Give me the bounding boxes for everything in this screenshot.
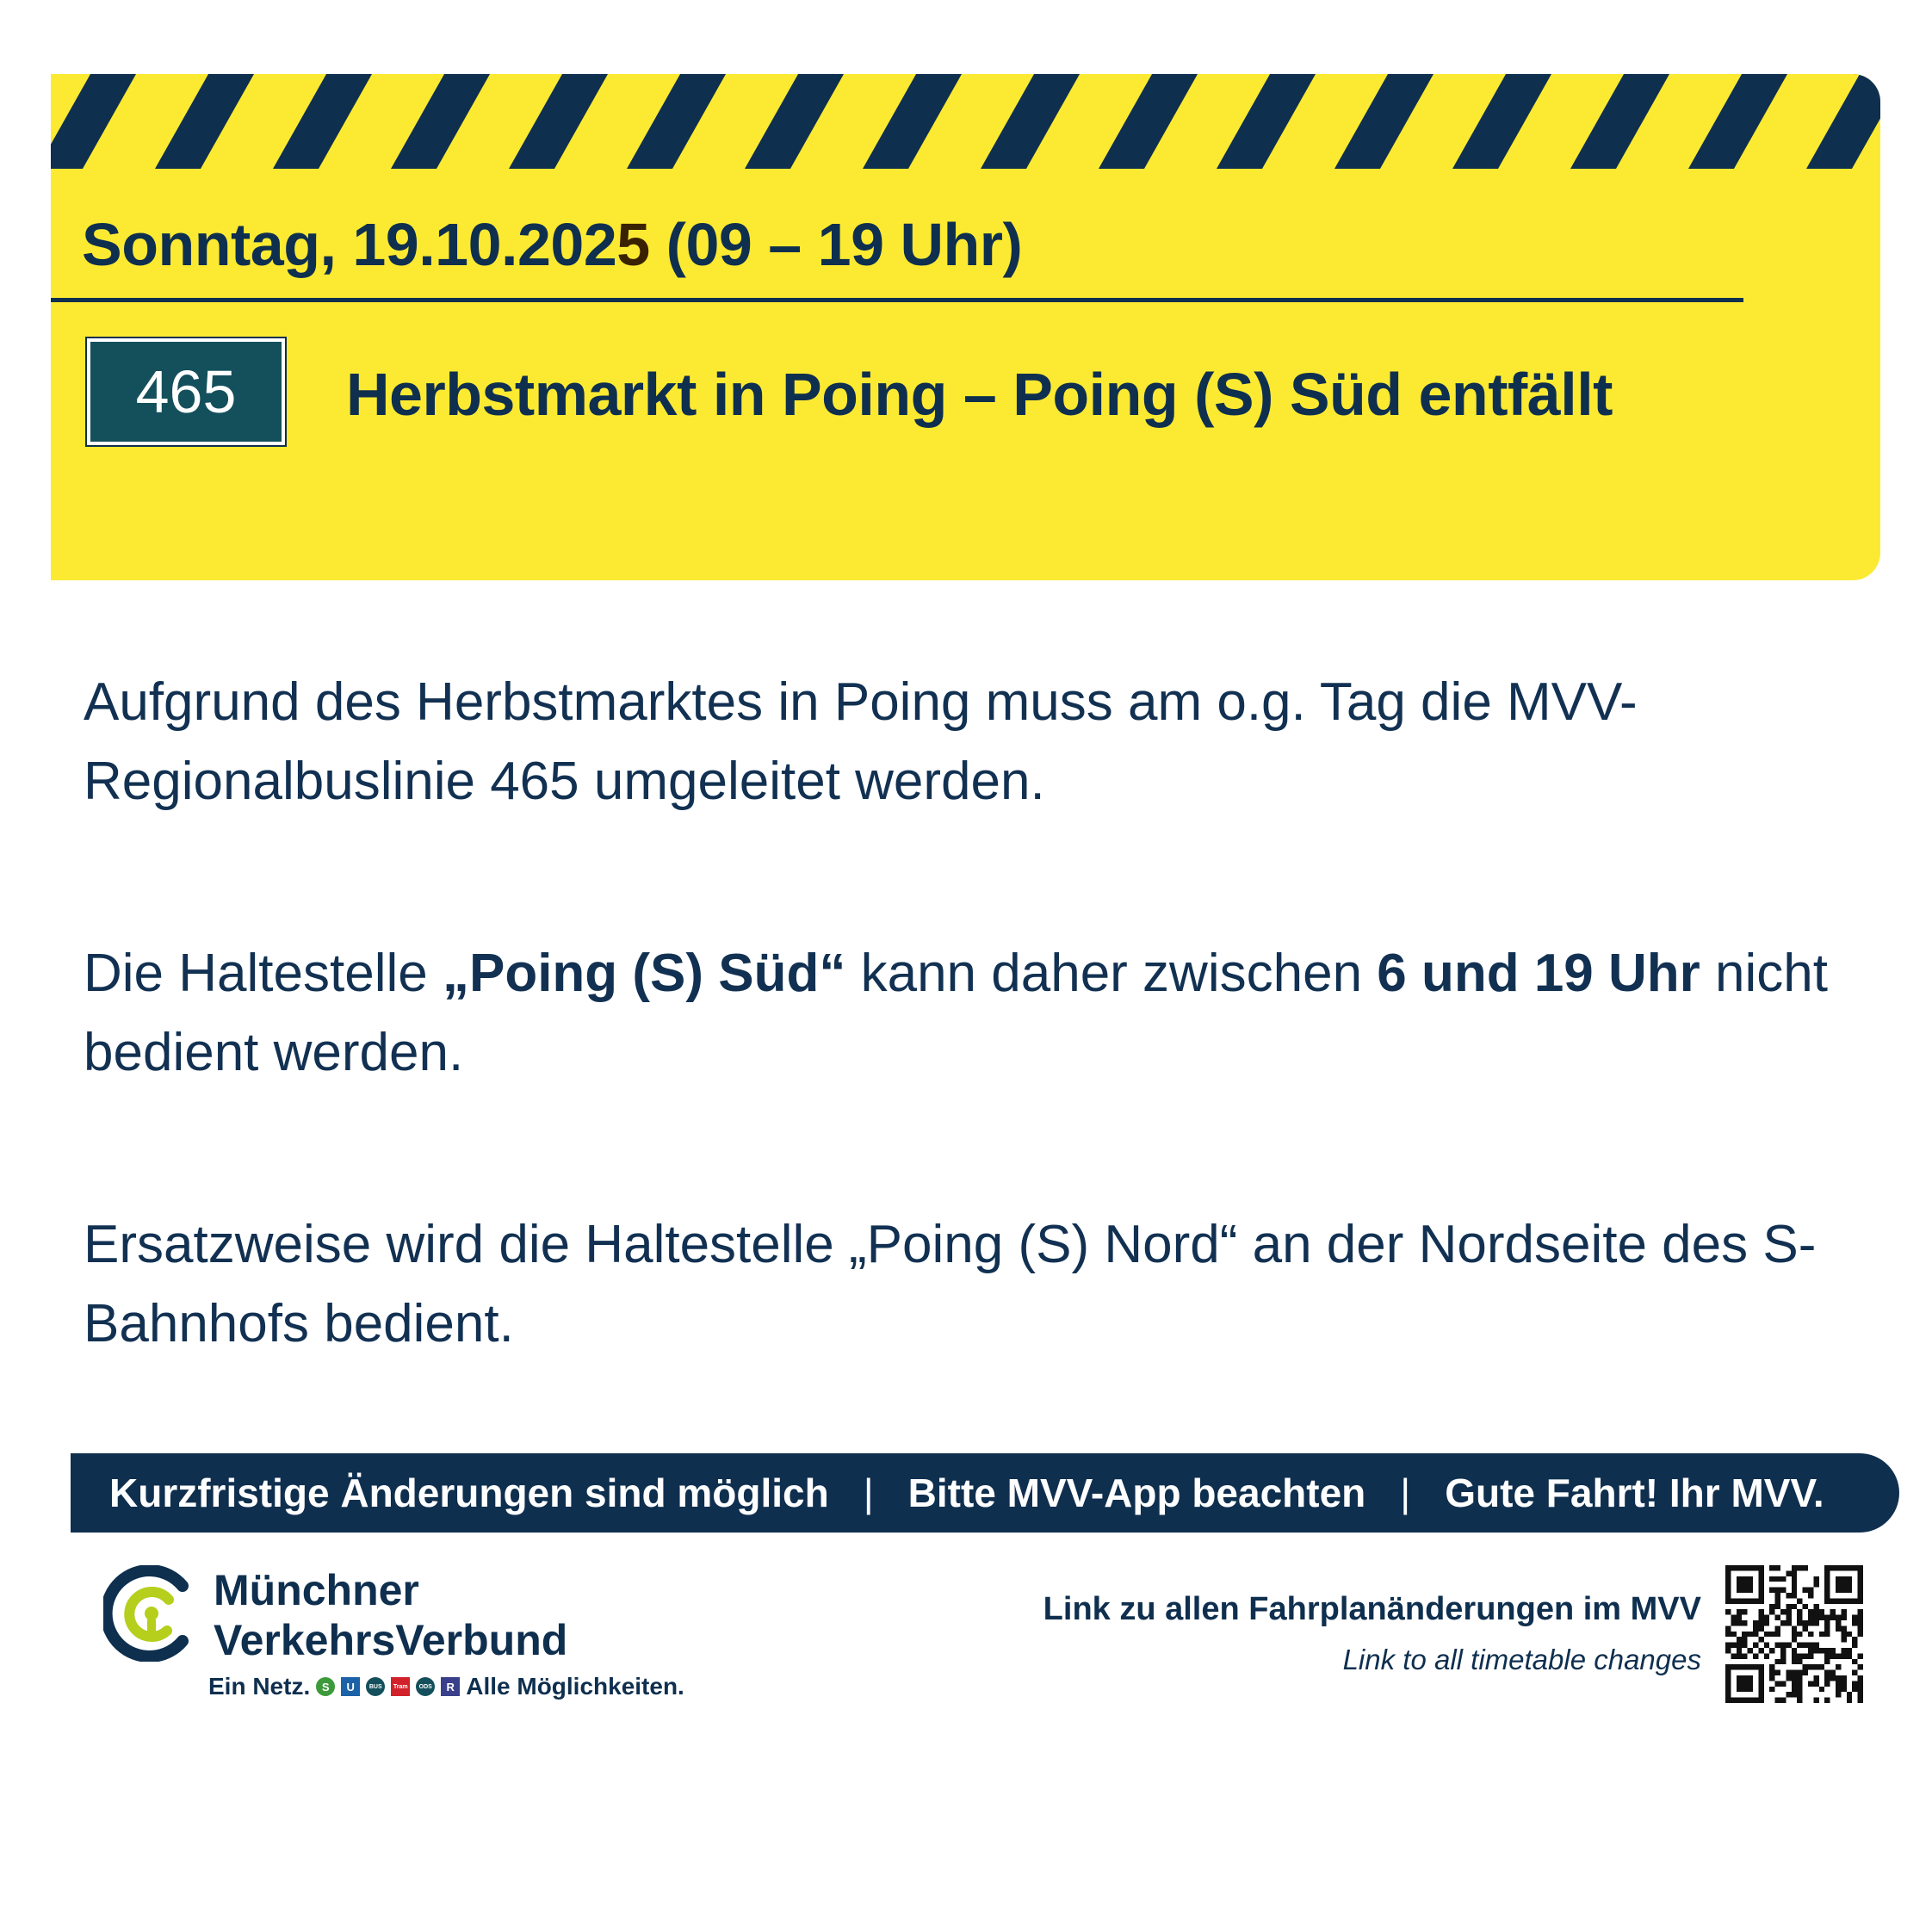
qr-module xyxy=(1841,1625,1846,1631)
qr-module xyxy=(1775,1593,1780,1598)
qr-module xyxy=(1824,1615,1830,1620)
qr-module xyxy=(1725,1643,1731,1648)
qr-module xyxy=(1786,1615,1791,1620)
qr-module xyxy=(1775,1632,1780,1637)
qr-module xyxy=(1731,1620,1736,1625)
paragraph-replacement: Ersatzweise wird die Haltestelle „Poing (S) Nord“ an der Nordseite des S-Bahnhofs bedient. xyxy=(84,1215,1817,1353)
qr-module xyxy=(1803,1664,1808,1669)
qr-module xyxy=(1737,1615,1742,1620)
qr-module xyxy=(1780,1653,1786,1658)
qr-module xyxy=(1824,1653,1830,1658)
qr-module xyxy=(1858,1675,1863,1681)
qr-module xyxy=(1758,1615,1763,1620)
qr-code-icon[interactable] xyxy=(1725,1565,1863,1703)
link-label-en: Link to all timetable changes xyxy=(1342,1644,1701,1675)
qr-module xyxy=(1786,1593,1791,1598)
p2-text-a: Die Haltestelle xyxy=(84,944,443,1003)
qr-module xyxy=(1803,1625,1808,1631)
qr-module xyxy=(1764,1620,1769,1625)
qr-module xyxy=(1830,1675,1836,1681)
qr-module xyxy=(1742,1609,1747,1614)
qr-module xyxy=(1731,1615,1736,1620)
qr-module xyxy=(1786,1609,1791,1614)
qr-module xyxy=(1792,1576,1797,1582)
qr-module xyxy=(1792,1648,1797,1653)
qr-module xyxy=(1847,1653,1852,1658)
tagline-a: Ein Netz. xyxy=(208,1673,311,1700)
qr-module xyxy=(1737,1620,1742,1625)
qr-module xyxy=(1803,1588,1808,1593)
qr-module xyxy=(1852,1659,1857,1664)
qr-module xyxy=(1808,1648,1813,1653)
ubahn-icon: U xyxy=(341,1677,360,1696)
qr-module xyxy=(1769,1632,1774,1637)
qr-module xyxy=(1819,1664,1824,1669)
qr-module xyxy=(1813,1582,1818,1587)
qr-module xyxy=(1819,1648,1824,1653)
qr-module xyxy=(1813,1681,1818,1686)
qr-module xyxy=(1797,1698,1802,1703)
qr-module xyxy=(1742,1632,1747,1637)
qr-module xyxy=(1803,1653,1808,1658)
qr-module xyxy=(1797,1692,1802,1697)
qr-module xyxy=(1780,1620,1786,1625)
qr-module xyxy=(1731,1653,1736,1658)
regional-icon: R xyxy=(441,1677,460,1696)
date-line xyxy=(82,210,1022,279)
qr-module xyxy=(1731,1632,1736,1637)
qr-module xyxy=(1775,1681,1780,1686)
qr-module xyxy=(1725,1609,1731,1614)
qr-module xyxy=(1858,1692,1863,1697)
qr-module xyxy=(1813,1664,1818,1669)
qr-module xyxy=(1836,1620,1841,1625)
qr-module xyxy=(1780,1659,1786,1664)
qr-module xyxy=(1803,1565,1808,1570)
qr-module xyxy=(1808,1664,1813,1669)
qr-module xyxy=(1792,1659,1797,1664)
qr-module xyxy=(1836,1681,1841,1686)
qr-module xyxy=(1742,1637,1747,1642)
qr-module xyxy=(1769,1588,1774,1593)
qr-module xyxy=(1792,1670,1797,1675)
qr-module xyxy=(1775,1598,1780,1603)
qr-module xyxy=(1852,1615,1857,1620)
qr-module xyxy=(1852,1620,1857,1625)
qr-module xyxy=(1808,1609,1813,1614)
qr-module xyxy=(1797,1681,1802,1686)
qr-module xyxy=(1841,1648,1846,1653)
tram-icon: Tram xyxy=(391,1677,410,1696)
mvv-logo-mark-icon xyxy=(103,1565,200,1662)
qr-module xyxy=(1858,1625,1863,1631)
qr-module xyxy=(1758,1637,1763,1642)
qr-module xyxy=(1803,1643,1808,1648)
logo-line-2: VerkehrsVerbund xyxy=(214,1616,568,1664)
qr-module xyxy=(1797,1609,1802,1614)
qr-module xyxy=(1841,1653,1846,1658)
qr-module xyxy=(1819,1632,1824,1637)
qr-module xyxy=(1737,1653,1742,1658)
p2-text-e: nicht bedient werden. xyxy=(84,944,1828,1082)
qr-module xyxy=(1824,1632,1830,1637)
qr-module xyxy=(1769,1670,1774,1675)
qr-module xyxy=(1841,1687,1846,1692)
date-prefix: Sonntag, 19.10.202 xyxy=(82,211,617,278)
qr-module xyxy=(1753,1620,1758,1625)
qr-module xyxy=(1764,1632,1769,1637)
qr-module xyxy=(1775,1565,1780,1570)
footer-item-changes: Kurzfristige Änderungen sind möglich xyxy=(109,1471,829,1515)
qr-module xyxy=(1737,1648,1742,1653)
mvv-logo xyxy=(103,1565,844,1703)
qr-module xyxy=(1847,1648,1852,1653)
qr-module xyxy=(1769,1687,1774,1692)
date-suffix: (09 – 19 Uhr) xyxy=(649,211,1023,278)
qr-module xyxy=(1824,1659,1830,1664)
qr-module xyxy=(1852,1670,1857,1675)
qr-module xyxy=(1769,1648,1774,1653)
qr-module xyxy=(1780,1698,1786,1703)
qr-module xyxy=(1836,1615,1841,1620)
p2-stop-name: „Poing (S) Süd“ xyxy=(442,944,846,1003)
qr-module xyxy=(1748,1648,1753,1653)
qr-module xyxy=(1786,1643,1791,1648)
qr-module xyxy=(1792,1570,1797,1576)
qr-module xyxy=(1808,1593,1813,1598)
qr-module xyxy=(1775,1625,1780,1631)
qr-module xyxy=(1775,1576,1780,1582)
qr-module xyxy=(1858,1609,1863,1614)
qr-module xyxy=(1769,1565,1774,1570)
footer-item-app: Bitte MVV-App beachten xyxy=(907,1471,1366,1515)
qr-module xyxy=(1819,1615,1824,1620)
qr-module xyxy=(1841,1615,1846,1620)
qr-module xyxy=(1836,1687,1841,1692)
qr-module xyxy=(1830,1653,1836,1658)
p2-time-range: 6 und 19 Uhr xyxy=(1377,944,1700,1003)
paragraph-reason: Aufgrund des Herbstmarktes in Poing muss am o.g. Tag die MVV-Regionalbuslinie 465 umgeleitet werden. xyxy=(84,672,1638,811)
qr-module xyxy=(1813,1643,1818,1648)
qr-module xyxy=(1813,1609,1818,1614)
qr-module xyxy=(1819,1609,1824,1614)
qr-module xyxy=(1797,1643,1802,1648)
qr-module xyxy=(1797,1598,1802,1603)
qr-module xyxy=(1858,1620,1863,1625)
qr-module xyxy=(1803,1670,1808,1675)
qr-module xyxy=(1858,1615,1863,1620)
qr-module xyxy=(1830,1609,1836,1614)
qr-module xyxy=(1824,1698,1830,1703)
headline: Herbstmarkt in Poing – Poing (S) Süd entfällt xyxy=(346,361,1613,428)
qr-module xyxy=(1808,1681,1813,1686)
qr-module xyxy=(1780,1588,1786,1593)
qr-module xyxy=(1792,1588,1797,1593)
qr-module xyxy=(1858,1698,1863,1703)
logo-tagline xyxy=(208,1673,684,1700)
qr-module xyxy=(1725,1632,1731,1637)
qr-module xyxy=(1852,1687,1857,1692)
qr-module xyxy=(1808,1643,1813,1648)
qr-module xyxy=(1824,1648,1830,1653)
bus-icon: BUS xyxy=(366,1677,385,1696)
qr-module xyxy=(1748,1632,1753,1637)
qr-module xyxy=(1813,1615,1818,1620)
qr-module xyxy=(1797,1670,1802,1675)
qr-module xyxy=(1830,1670,1836,1675)
qr-module xyxy=(1852,1643,1857,1648)
qr-module xyxy=(1830,1615,1836,1620)
qr-module xyxy=(1836,1625,1841,1631)
qr-module xyxy=(1775,1670,1780,1675)
qr-module xyxy=(1742,1653,1747,1658)
paragraph-stop-closure xyxy=(84,934,1874,1093)
qr-module xyxy=(1813,1675,1818,1681)
footer-separator: | xyxy=(863,1471,874,1515)
qr-module xyxy=(1797,1565,1802,1570)
qr-module xyxy=(1758,1609,1763,1614)
qr-module xyxy=(1758,1620,1763,1625)
qr-module xyxy=(1836,1576,1852,1593)
qr-module xyxy=(1792,1637,1797,1642)
qr-module xyxy=(1819,1687,1824,1692)
p2-text-c: kann daher zwischen xyxy=(845,944,1378,1003)
notice-banner xyxy=(51,74,1880,580)
qr-module xyxy=(1769,1604,1774,1609)
qr-module xyxy=(1858,1632,1863,1637)
qr-module xyxy=(1824,1675,1830,1681)
qr-module xyxy=(1753,1632,1758,1637)
qr-module xyxy=(1792,1692,1797,1697)
qr-module xyxy=(1764,1653,1769,1658)
qr-module xyxy=(1836,1692,1841,1697)
qr-module xyxy=(1797,1620,1802,1625)
qr-module xyxy=(1780,1681,1786,1686)
qr-module xyxy=(1813,1620,1818,1625)
qr-module xyxy=(1775,1588,1780,1593)
qr-module xyxy=(1792,1675,1797,1681)
qr-module xyxy=(1792,1687,1797,1692)
qr-module xyxy=(1841,1609,1846,1614)
qr-module xyxy=(1836,1675,1841,1681)
qr-module xyxy=(1792,1593,1797,1598)
qr-module xyxy=(1858,1687,1863,1692)
qr-module xyxy=(1764,1643,1769,1648)
qr-module xyxy=(1792,1625,1797,1631)
qr-module xyxy=(1786,1670,1791,1675)
qr-module xyxy=(1824,1681,1830,1686)
line-number-badge: 465 xyxy=(87,338,285,445)
qr-module xyxy=(1858,1653,1863,1658)
qr-module xyxy=(1737,1576,1753,1593)
qr-module xyxy=(1841,1632,1846,1637)
hazard-stripes xyxy=(51,74,1880,169)
qr-module xyxy=(1841,1637,1846,1642)
qr-module xyxy=(1737,1675,1753,1692)
qr-module xyxy=(1780,1643,1786,1648)
divider xyxy=(51,298,1743,302)
qr-module xyxy=(1786,1675,1791,1681)
qr-module xyxy=(1824,1620,1830,1625)
qr-module xyxy=(1797,1653,1802,1658)
qr-module xyxy=(1725,1625,1731,1631)
qr-module xyxy=(1769,1576,1774,1582)
logo-wordmark xyxy=(214,1565,567,1665)
qr-module xyxy=(1792,1582,1797,1587)
qr-module xyxy=(1797,1615,1802,1620)
qr-module xyxy=(1803,1604,1808,1609)
link-label-de: Link zu allen Fahrplanänderungen im MVV xyxy=(1043,1591,1701,1627)
qr-module xyxy=(1824,1670,1830,1675)
qr-module xyxy=(1758,1648,1763,1653)
qr-module xyxy=(1753,1625,1758,1631)
qr-module xyxy=(1775,1659,1780,1664)
qr-module xyxy=(1847,1692,1852,1697)
qr-module xyxy=(1852,1637,1857,1642)
qr-module xyxy=(1780,1609,1786,1614)
footer-item-greeting: Gute Fahrt! Ihr MVV. xyxy=(1445,1471,1824,1515)
qr-module xyxy=(1830,1648,1836,1653)
qr-module xyxy=(1813,1698,1818,1703)
qr-module xyxy=(1808,1615,1813,1620)
qr-module xyxy=(1780,1648,1786,1653)
qr-module xyxy=(1792,1653,1797,1658)
footer-bar xyxy=(71,1453,1899,1533)
qr-module xyxy=(1742,1620,1747,1625)
qr-module xyxy=(1797,1659,1802,1664)
qr-module xyxy=(1737,1609,1742,1614)
qr-module xyxy=(1753,1653,1758,1658)
qr-module xyxy=(1813,1604,1818,1609)
qr-module xyxy=(1764,1615,1769,1620)
qr-module xyxy=(1797,1687,1802,1692)
qr-module xyxy=(1737,1643,1742,1648)
qr-module xyxy=(1808,1632,1813,1637)
qr-module xyxy=(1847,1698,1852,1703)
qr-module xyxy=(1808,1588,1813,1593)
qr-module xyxy=(1792,1565,1797,1570)
qr-module xyxy=(1775,1615,1780,1620)
qr-module xyxy=(1836,1653,1841,1658)
qr-module xyxy=(1797,1675,1802,1681)
qr-module xyxy=(1792,1681,1797,1686)
sbahn-icon: S xyxy=(316,1677,335,1696)
qr-module xyxy=(1769,1664,1774,1669)
qr-module xyxy=(1769,1609,1774,1614)
qr-module xyxy=(1775,1643,1780,1648)
qr-module xyxy=(1808,1620,1813,1625)
qr-module xyxy=(1753,1643,1758,1648)
ods-icon: ODS xyxy=(416,1677,435,1696)
qr-module xyxy=(1852,1681,1857,1686)
qr-module xyxy=(1841,1681,1846,1686)
qr-module xyxy=(1813,1648,1818,1653)
qr-module xyxy=(1742,1643,1747,1648)
logo-line-1: Münchner xyxy=(214,1566,419,1614)
qr-module xyxy=(1737,1637,1742,1642)
qr-module xyxy=(1858,1664,1863,1669)
footer-separator: | xyxy=(1400,1471,1411,1515)
qr-module xyxy=(1813,1576,1818,1582)
qr-module xyxy=(1803,1620,1808,1625)
qr-module xyxy=(1758,1625,1763,1631)
qr-module xyxy=(1847,1632,1852,1637)
qr-module xyxy=(1824,1625,1830,1631)
qr-module xyxy=(1797,1632,1802,1637)
qr-module xyxy=(1780,1576,1786,1582)
qr-module xyxy=(1775,1698,1780,1703)
date-highlight: 5 xyxy=(616,211,650,278)
qr-module xyxy=(1858,1681,1863,1686)
qr-module xyxy=(1841,1675,1846,1681)
qr-module xyxy=(1786,1604,1791,1609)
qr-module xyxy=(1775,1604,1780,1609)
qr-module xyxy=(1786,1620,1791,1625)
qr-module xyxy=(1769,1675,1774,1681)
qr-module xyxy=(1792,1632,1797,1637)
tagline-b: Alle Möglichkeiten. xyxy=(466,1673,684,1700)
qr-module xyxy=(1792,1604,1797,1609)
qr-module xyxy=(1786,1692,1791,1697)
qr-module xyxy=(1836,1664,1841,1669)
qr-module xyxy=(1808,1653,1813,1658)
qr-module xyxy=(1786,1570,1791,1576)
qr-module xyxy=(1725,1648,1731,1653)
qr-module xyxy=(1731,1643,1736,1648)
